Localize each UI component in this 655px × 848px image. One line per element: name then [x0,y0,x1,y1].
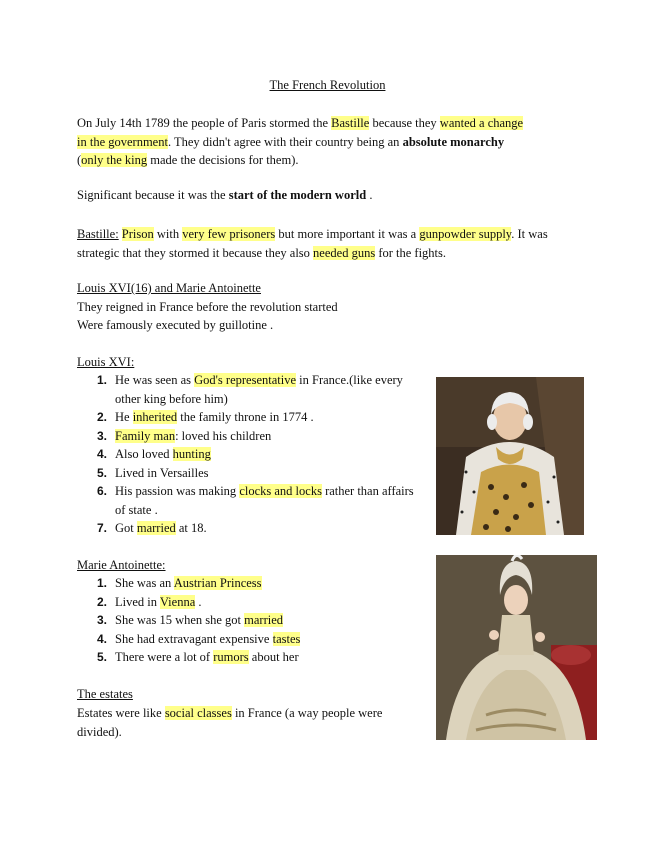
intro-text: because they [369,116,440,130]
list-number: 4. [97,631,108,646]
list-number: 5. [97,465,108,480]
highlight-few-prisoners: very few prisoners [182,227,276,241]
louis-item [87,445,417,464]
highlight-change: wanted a change [439,116,524,130]
significance-text: Significant because it was the [77,188,229,202]
item-text: : loved his children [175,428,272,443]
bastille-paragraph [77,225,582,262]
item-highlight: tastes [272,631,301,646]
document-title: The French Revolution [269,78,386,92]
significance-text: . [366,188,373,202]
item-highlight: inherited [132,410,178,424]
louis-item [87,408,417,427]
item-text: She had extravagant expensive [115,631,273,646]
louis-heading: Louis XVI: [77,355,135,369]
highlight-only-king: only the king [81,153,148,167]
list-number: 3. [97,428,108,443]
royals-line-1: They reigned in France before the revolution started [77,299,338,314]
louis-item [87,519,417,538]
louis-item [87,371,417,408]
royals-heading: Louis XVI(16) and Marie Antoinette [77,281,261,295]
bastille-text: but more important it was a [275,227,420,241]
highlight-social-classes: social classes [164,706,232,720]
highlight-prison: Prison [121,227,154,241]
item-highlight: married [136,521,176,535]
estates-text: in France (a way people were divided). [77,706,383,739]
intro-text: made the decisions for them). [147,153,299,167]
item-highlight: God's representative [194,373,297,387]
item-text: Lived in [115,594,160,609]
marie-item [87,574,417,593]
marie-item [87,611,417,630]
bastille-text: for the fights. [375,245,447,260]
highlight-needed-guns: needed guns [313,245,376,260]
item-text: He [115,410,133,424]
highlight-government: in the government [77,134,168,149]
item-highlight: hunting [172,447,211,461]
item-text: at 18. [175,521,207,535]
item-text: rather than affairs of state . [115,484,414,517]
item-text: There were a lot of [115,650,214,664]
item-text: Got [115,521,137,535]
item-highlight: Austrian Princess [173,576,262,590]
list-number: 7. [97,521,108,535]
marie-item [87,648,417,667]
bold-modern-world: start of the modern world [228,188,367,202]
marie-list [87,574,417,667]
bastille-label: Bastille: [77,227,119,241]
louis-heading-line [77,353,582,372]
bastille-text: with [153,227,183,241]
list-number: 6. [97,484,108,498]
item-text: . [195,594,202,609]
intro-paragraph [77,114,582,170]
royals-line-2: Were famously executed by guillotine . [77,318,274,332]
louis-item [87,482,417,519]
estates-heading: The estates [77,687,133,701]
item-text: Also loved [115,447,173,461]
item-text: She was 15 when she got [115,613,245,627]
item-highlight: clocks and locks [239,484,322,498]
item-text: about her [248,650,299,664]
item-text: in France.(like every other king before him) [115,373,403,406]
louis-list [87,371,417,538]
highlight-gunpowder: gunpowder supply [419,227,512,241]
list-number: 1. [97,373,108,387]
list-number: 5. [97,650,108,664]
item-highlight: married [244,613,284,627]
item-text: She was an [115,576,174,590]
marie-heading: Marie Antoinette: [77,558,166,572]
bold-absolute-monarchy: absolute monarchy [402,134,505,149]
estates-paragraph [77,704,422,741]
list-number: 3. [97,613,108,627]
marie-item [87,593,417,612]
list-number: 4. [97,447,108,461]
item-highlight: rumors [213,650,249,664]
louis-xvi-portrait [436,377,584,535]
louis-item [87,464,417,483]
item-text: His passion was making [115,484,240,498]
bastille-text: . It was strategic that they stormed it because they also [77,227,548,260]
marie-item [87,630,417,649]
estates-text: Estates were like [77,706,165,720]
list-number: 2. [97,594,108,609]
significance-paragraph [77,186,582,205]
louis-item [87,427,417,446]
intro-text: On July 14th 1789 the people of Paris stormed the [77,116,332,130]
list-number: 1. [97,576,108,590]
royals-section [77,279,582,335]
item-text: He was seen as [115,373,195,387]
intro-text: . They didn't agree with their country being an [167,134,403,149]
item-text: the family throne in 1774 . [177,410,314,424]
item-text: Lived in Versailles [115,465,209,480]
highlight-bastille: Bastille [331,116,370,130]
marie-antoinette-portrait [436,555,597,740]
item-highlight: Family man [115,428,176,443]
list-number: 2. [97,410,108,424]
item-highlight: Vienna [159,594,196,609]
intro-text: ( [77,153,82,167]
